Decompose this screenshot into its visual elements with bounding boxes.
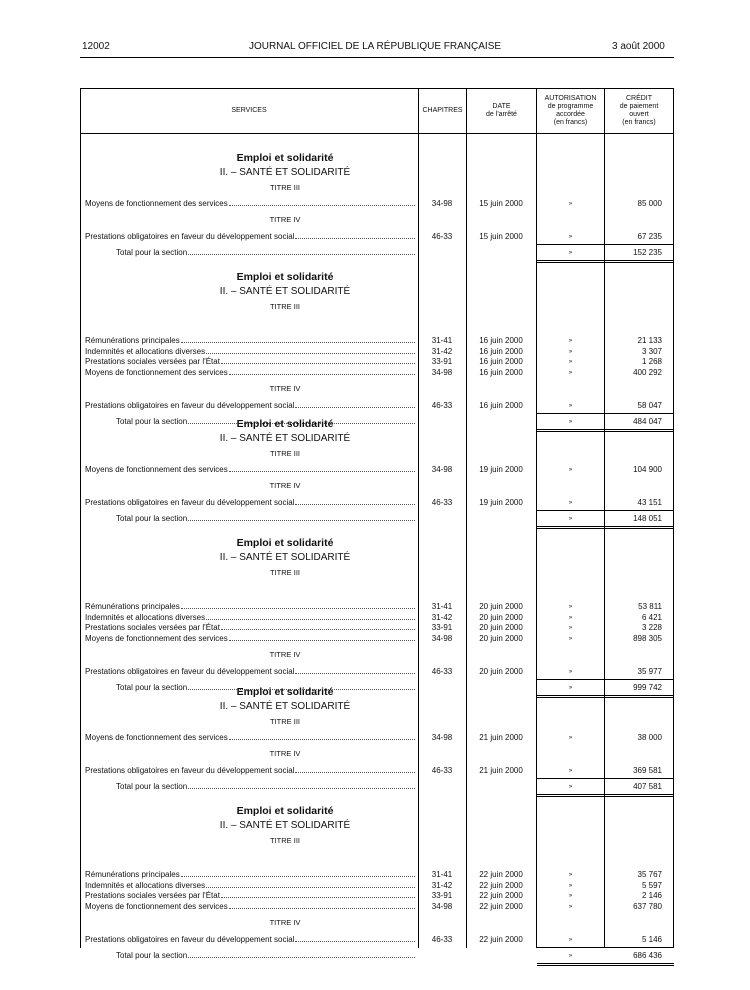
autorisation-cell: » <box>568 784 573 790</box>
date-cell: 16 juin 2000 <box>479 401 523 410</box>
service-label: Prestations obligatoires en faveur du développement social <box>85 935 295 944</box>
total-rule <box>537 963 674 964</box>
table-row <box>80 368 674 378</box>
leader-dots <box>295 401 415 408</box>
date-cell: 20 juin 2000 <box>479 612 523 622</box>
autorisation-cell: » <box>568 201 573 207</box>
table-row <box>80 733 674 743</box>
column-header-services: SERVICES <box>231 106 267 114</box>
section-heading: II. – SANTÉ ET SOLIDARITÉ <box>219 167 351 178</box>
leader-dots <box>206 347 415 354</box>
autorisation-cell: » <box>568 625 573 631</box>
date-cell: 16 juin 2000 <box>479 357 523 366</box>
total-rule <box>537 262 674 263</box>
service-label: Rémunérations principales <box>85 602 180 611</box>
chapitre-cell: 34-98 <box>431 733 453 742</box>
autorisation-cell: » <box>568 516 573 522</box>
total-credit-cell: 484 047 <box>633 417 662 426</box>
service-label: Prestations sociales versées par l'État <box>85 357 220 366</box>
credit-cell: 38 000 <box>637 733 662 742</box>
table-row <box>80 401 674 411</box>
date-cell: 19 juin 2000 <box>479 498 523 507</box>
titre-heading: TITRE III <box>270 717 300 726</box>
credit-cell: 898 305 <box>633 633 662 643</box>
credit-cell: 2 146 <box>641 891 662 900</box>
autorisation-cell: » <box>568 768 573 774</box>
leader-dots <box>181 870 415 877</box>
credit-cell: 5 146 <box>641 935 662 944</box>
ministry-heading: Emploi et solidarité <box>236 418 334 430</box>
table-row <box>80 634 674 644</box>
leader-dots <box>188 951 415 958</box>
service-cell <box>85 465 415 475</box>
date-cell: 15 juin 2000 <box>479 232 523 241</box>
autorisation-cell: » <box>568 685 573 691</box>
credit-cell: 3 228 <box>641 623 662 632</box>
autorisation-cell: » <box>568 893 573 899</box>
autorisation-cell: » <box>568 500 573 506</box>
total-rule <box>537 695 674 696</box>
credit-cell: 369 581 <box>633 766 662 775</box>
date-cell: 16 juin 2000 <box>479 336 523 345</box>
titre-heading: TITRE III <box>270 836 300 845</box>
chapitre-cell: 33-91 <box>431 623 453 632</box>
autorisation-cell: » <box>568 234 573 240</box>
titre-heading: TITRE IV <box>269 481 301 490</box>
titre-heading: TITRE III <box>270 568 300 577</box>
chapitre-cell: 46-33 <box>431 935 453 944</box>
service-label: Indemnités et allocations diverses <box>85 880 206 890</box>
service-cell <box>85 766 415 776</box>
total-row <box>80 248 674 258</box>
service-label: Total pour la section <box>116 951 188 960</box>
credit-cell: 5 597 <box>641 880 662 890</box>
date-cell: 16 juin 2000 <box>479 346 523 356</box>
credit-cell: 21 133 <box>637 336 662 345</box>
total-credit-cell: 999 742 <box>633 683 662 692</box>
table-row <box>80 498 674 508</box>
service-cell <box>85 602 415 612</box>
autorisation-cell: » <box>568 953 573 959</box>
service-label: Moyens de fonctionnement des services <box>85 465 228 474</box>
section-heading: II. – SANTÉ ET SOLIDARITÉ <box>219 552 351 563</box>
date-cell: 16 juin 2000 <box>479 367 523 377</box>
total-row <box>80 782 674 792</box>
ministry-heading: Emploi et solidarité <box>236 271 334 283</box>
leader-dots <box>221 357 415 364</box>
service-label: Rémunérations principales <box>85 336 180 345</box>
chapitre-cell: 31-41 <box>431 602 453 611</box>
subtotal-rule <box>537 413 674 414</box>
service-label: Moyens de fonctionnement des services <box>85 733 228 742</box>
subtotal-rule <box>537 778 674 779</box>
chapitre-cell: 31-41 <box>431 870 453 879</box>
date-cell: 21 juin 2000 <box>479 733 523 742</box>
titre-heading: TITRE IV <box>269 918 301 927</box>
ministry-heading: Emploi et solidarité <box>236 152 334 164</box>
total-rule <box>537 794 674 795</box>
table-row <box>80 623 674 633</box>
service-cell <box>85 357 415 367</box>
titre-heading: TITRE IV <box>269 215 301 224</box>
table-row <box>80 891 674 901</box>
service-label: Moyens de fonctionnement des services <box>85 901 228 911</box>
total-row <box>80 514 674 524</box>
leader-dots <box>206 881 415 888</box>
table-row <box>80 667 674 677</box>
autorisation-cell: » <box>568 614 573 621</box>
date-cell: 22 juin 2000 <box>479 935 523 944</box>
autorisation-cell: » <box>568 635 573 642</box>
credit-cell: 35 977 <box>637 667 662 676</box>
service-cell <box>85 733 415 743</box>
table-row <box>80 357 674 367</box>
ministry-heading: Emploi et solidarité <box>236 537 334 549</box>
total-credit-cell: 686 436 <box>633 951 662 960</box>
service-label: Total pour la section <box>116 514 188 523</box>
autorisation-cell: » <box>568 937 573 943</box>
table-row <box>80 902 674 912</box>
leader-dots <box>221 891 415 898</box>
service-cell <box>85 401 415 411</box>
leader-dots <box>181 602 415 609</box>
chapitre-cell: 34-98 <box>431 367 453 377</box>
autorisation-cell: » <box>568 669 573 675</box>
leader-dots <box>295 667 415 674</box>
service-label: Prestations sociales versées par l'État <box>85 891 220 900</box>
credit-cell: 1 268 <box>641 357 662 366</box>
leader-dots <box>206 613 415 620</box>
service-cell <box>85 623 415 633</box>
chapitre-cell: 31-42 <box>431 880 453 890</box>
credit-cell: 104 900 <box>633 465 662 474</box>
autorisation-cell: » <box>568 419 573 425</box>
titre-heading: TITRE III <box>270 183 300 192</box>
service-label: Prestations obligatoires en faveur du développement social <box>85 667 295 676</box>
service-cell <box>116 782 415 792</box>
service-label: Prestations obligatoires en faveur du développement social <box>85 401 295 410</box>
leader-dots <box>229 733 415 740</box>
service-label: Prestations obligatoires en faveur du développement social <box>85 766 295 775</box>
section-heading: II. – SANTÉ ET SOLIDARITÉ <box>219 820 351 831</box>
titre-heading: TITRE III <box>270 302 300 311</box>
titre-heading: TITRE III <box>270 449 300 458</box>
issue-date: 3 août 2000 <box>612 41 665 52</box>
service-label: Total pour la section <box>116 782 188 791</box>
date-cell: 15 juin 2000 <box>479 199 523 208</box>
credit-cell: 35 767 <box>637 870 662 879</box>
service-cell <box>85 368 415 378</box>
table-row <box>80 881 674 891</box>
credit-cell: 3 307 <box>641 346 662 356</box>
chapitre-cell: 46-33 <box>431 232 453 241</box>
leader-dots <box>188 248 415 255</box>
chapitre-cell: 34-98 <box>431 465 453 474</box>
credit-cell: 6 421 <box>641 612 662 622</box>
leader-dots <box>229 902 415 909</box>
total-rule <box>537 260 674 261</box>
leader-dots <box>229 199 415 206</box>
leader-dots <box>295 232 415 239</box>
table-row <box>80 870 674 880</box>
service-label: Indemnités et allocations diverses <box>85 346 206 356</box>
subtotal-rule <box>537 679 674 680</box>
chapitre-cell: 33-91 <box>431 891 453 900</box>
service-cell <box>85 498 415 508</box>
date-cell: 20 juin 2000 <box>479 623 523 632</box>
table-row <box>80 465 674 475</box>
date-cell: 22 juin 2000 <box>479 891 523 900</box>
service-label: Total pour la section <box>116 417 188 426</box>
titre-heading: TITRE IV <box>269 650 301 659</box>
column-header-chapitres: CHAPITRES <box>422 106 463 114</box>
service-label: Prestations obligatoires en faveur du développement social <box>85 498 295 507</box>
table-header-rule <box>80 133 674 134</box>
credit-cell: 637 780 <box>633 901 662 911</box>
service-cell <box>85 891 415 901</box>
service-cell <box>85 347 415 357</box>
total-row <box>80 951 674 961</box>
credit-cell: 43 151 <box>637 498 662 507</box>
chapitre-cell: 46-33 <box>431 667 453 676</box>
service-label: Moyens de fonctionnement des services <box>85 367 228 377</box>
date-cell: 22 juin 2000 <box>479 880 523 890</box>
section-heading: II. – SANTÉ ET SOLIDARITÉ <box>219 433 351 444</box>
total-rule <box>537 796 674 797</box>
autorisation-cell: » <box>568 359 573 365</box>
total-rule <box>537 431 674 432</box>
service-cell <box>85 902 415 912</box>
titre-heading: TITRE IV <box>269 749 301 758</box>
service-cell <box>116 951 415 961</box>
autorisation-cell: » <box>568 903 573 910</box>
ministry-heading: Emploi et solidarité <box>236 805 334 817</box>
total-rule <box>537 697 674 698</box>
chapitre-cell: 34-98 <box>431 633 453 643</box>
titre-heading: TITRE IV <box>269 384 301 393</box>
service-cell <box>85 199 415 209</box>
leader-dots <box>229 465 415 472</box>
chapitre-cell: 34-98 <box>431 901 453 911</box>
chapitre-cell: 31-41 <box>431 336 453 345</box>
autorisation-cell: » <box>568 604 573 610</box>
autorisation-cell: » <box>568 348 573 355</box>
date-cell: 21 juin 2000 <box>479 766 523 775</box>
credit-cell: 85 000 <box>637 199 662 208</box>
column-header-credit: CRÉDIT de paiement ouvert (en francs) <box>619 94 659 126</box>
page-number: 12002 <box>82 41 110 52</box>
total-rule <box>537 965 674 966</box>
service-cell <box>85 935 415 945</box>
subtotal-rule <box>537 947 674 948</box>
autorisation-cell: » <box>568 467 573 473</box>
chapitre-cell: 31-42 <box>431 612 453 622</box>
chapitre-cell: 46-33 <box>431 401 453 410</box>
date-cell: 20 juin 2000 <box>479 633 523 643</box>
section-heading: II. – SANTÉ ET SOLIDARITÉ <box>219 286 351 297</box>
service-label: Rémunérations principales <box>85 870 180 879</box>
date-cell: 19 juin 2000 <box>479 465 523 474</box>
leader-dots <box>295 498 415 505</box>
service-cell <box>116 248 415 258</box>
total-credit-cell: 148 051 <box>633 514 662 523</box>
column-header-date: DATE de l'arrêté <box>486 102 517 118</box>
table-row <box>80 602 674 612</box>
header-rule <box>80 57 674 58</box>
chapitre-cell: 33-91 <box>431 357 453 366</box>
leader-dots <box>295 935 415 942</box>
service-label: Total pour la section <box>116 248 188 257</box>
service-label: Total pour la section <box>116 683 188 692</box>
total-credit-cell: 152 235 <box>633 248 662 257</box>
table-row <box>80 347 674 357</box>
leader-dots <box>295 766 415 773</box>
credit-cell: 53 811 <box>638 602 662 611</box>
table-row <box>80 232 674 242</box>
date-cell: 22 juin 2000 <box>479 870 523 879</box>
service-label: Prestations sociales versées par l'État <box>85 623 220 632</box>
chapitre-cell: 46-33 <box>431 498 453 507</box>
date-cell: 20 juin 2000 <box>479 667 523 676</box>
table-row <box>80 613 674 623</box>
section-heading: II. – SANTÉ ET SOLIDARITÉ <box>219 701 351 712</box>
service-cell <box>85 870 415 880</box>
autorisation-cell: » <box>568 403 573 409</box>
leader-dots <box>229 368 415 375</box>
table-row <box>80 766 674 776</box>
service-cell <box>116 514 415 524</box>
subtotal-rule <box>537 510 674 511</box>
service-cell <box>85 613 415 623</box>
total-rule <box>537 429 674 430</box>
service-cell <box>85 881 415 891</box>
leader-dots <box>221 623 415 630</box>
service-label: Indemnités et allocations diverses <box>85 612 206 622</box>
credits-table <box>80 88 674 960</box>
service-cell <box>85 232 415 242</box>
total-rule <box>537 526 674 527</box>
credit-cell: 400 292 <box>633 367 662 377</box>
table-row <box>80 336 674 346</box>
autorisation-cell: » <box>568 882 573 889</box>
leader-dots <box>181 336 415 343</box>
service-label: Prestations obligatoires en faveur du développement social <box>85 232 295 241</box>
service-cell <box>85 336 415 346</box>
credit-cell: 58 047 <box>637 401 662 410</box>
date-cell: 22 juin 2000 <box>479 901 523 911</box>
service-label: Moyens de fonctionnement des services <box>85 199 228 208</box>
credit-cell: 67 235 <box>637 232 662 241</box>
chapitre-cell: 34-98 <box>431 199 453 208</box>
table-row <box>80 199 674 209</box>
chapitre-cell: 31-42 <box>431 346 453 356</box>
chapitre-cell: 46-33 <box>431 766 453 775</box>
date-cell: 20 juin 2000 <box>479 602 523 611</box>
autorisation-cell: » <box>568 338 573 344</box>
ministry-heading: Emploi et solidarité <box>236 686 334 698</box>
autorisation-cell: » <box>568 735 573 741</box>
autorisation-cell: » <box>568 250 573 256</box>
column-header-autorisation: AUTORISATION de programme accordée (en francs) <box>544 94 597 126</box>
journal-title: JOURNAL OFFICIEL DE LA RÉPUBLIQUE FRANÇAISE <box>248 41 502 52</box>
autorisation-cell: » <box>568 872 573 878</box>
leader-dots <box>188 514 415 521</box>
autorisation-cell: » <box>568 369 573 376</box>
leader-dots <box>229 634 415 641</box>
total-credit-cell: 407 581 <box>633 782 662 791</box>
subtotal-rule <box>537 244 674 245</box>
service-cell <box>85 634 415 644</box>
table-row <box>80 935 674 945</box>
leader-dots <box>188 782 415 789</box>
service-cell <box>85 667 415 677</box>
service-label: Moyens de fonctionnement des services <box>85 633 228 643</box>
total-rule <box>537 528 674 529</box>
